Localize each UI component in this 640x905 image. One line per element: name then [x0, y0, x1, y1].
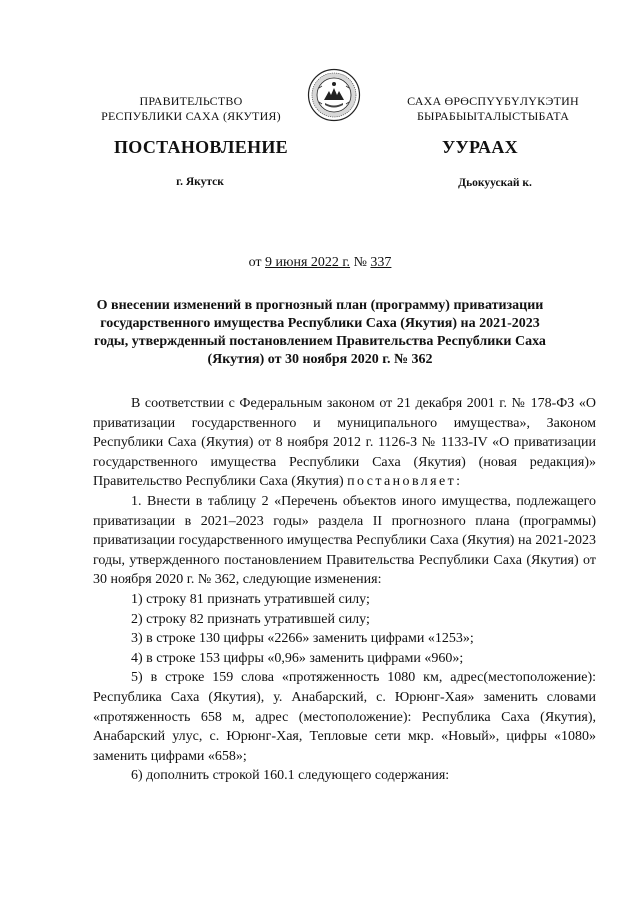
date-and-number — [220, 255, 420, 271]
document-subject: О внесении изменений в прогнозный план (программу) приватизации государственного имущества Республики Саха (Якутия) на 2021-2023 годы, утвержденный постановлением Правительства Республики Саха (Якутия) от 30 ноября 2020 г. № 362 — [94, 298, 546, 367]
org-line: БЫРАБЫЫТАЛЫСТЫБАТА — [416, 109, 570, 123]
subitem: 3) в строке 130 цифры «2266» заменить цифрами «1253»; — [131, 631, 474, 647]
doc-type-yakut: УУРААХ — [442, 137, 518, 157]
org-line: САХА ӨРӨСПҮҮБҮЛҮКЭТИН — [407, 94, 579, 108]
government-name-russian — [96, 94, 286, 124]
item-1-paragraph: 1. Внести в таблицу 2 «Перечень объектов иного имущества, подлежащего приватизации в 2021–2023 годы» раздела II прогнозного плана (программы) приватизации государственного имущества Республики Саха (Якутия) на 2021-2023 годы, утвержденного постановлением Правительства Республики Саха (Якутия) от 30 ноября 2020 г. № 362, следующие изменения: — [93, 493, 596, 588]
preamble-text: В соответствии с Федеральным законом от 21 декабря 2001 г. № 178-ФЗ «О приватизации государственного и муниципального имущества», Законом Республики Саха (Якутия) от 8 ноября 2012 г. 1126-З № 1133-IV «О приватизации государственного имущества Республики Саха (Якутия) (новая редакция)» Правительство Республики Саха (Якутия) — [93, 396, 596, 490]
subitem: 5) в строке 159 слова «протяженность 1080 км, адрес(местоположение): Республика Саха (Якутия), у. Анабарский, с. Юрюнг-Хая» заменить словами «протяженность 658 м, адрес (местоположение): Республика Саха (Якутия), Анабарский улус, с. Юрюнг-Хая, Тепловые сети мкр. «Новый», цифры «1080» заменить цифрами «658»; — [93, 670, 596, 764]
coat-of-arms-emblem — [307, 68, 361, 122]
preamble-paragraph — [93, 394, 596, 492]
government-name-yakut — [398, 94, 588, 124]
doc-type-russian: ПОСТАНОВЛЕНИЕ — [114, 137, 288, 157]
org-line: РЕСПУБЛИКИ САХА (ЯКУТИЯ) — [101, 109, 281, 123]
document-body — [93, 394, 596, 786]
org-line: ПРАВИТЕЛЬСТВО — [139, 94, 243, 108]
date-prefix: от — [248, 255, 262, 270]
document-number: 337 — [370, 255, 392, 270]
number-sign: № — [353, 255, 367, 270]
subitem: 1) строку 81 признать утратившей силу; — [131, 591, 370, 607]
subitem: 4) в строке 153 цифры «0,96» заменить цифрами «960»; — [131, 650, 464, 666]
subitem: 6) дополнить строкой 160.1 следующего содержания: — [131, 768, 450, 784]
city-yakut: Дьокуускай к. — [458, 177, 532, 189]
resolves-word: постановляет: — [347, 474, 463, 490]
subitem: 2) строку 82 признать утратившей силу; — [131, 611, 370, 627]
city-russian: г. Якутск — [176, 176, 224, 188]
document-date: 9 июня 2022 г. — [265, 255, 351, 270]
